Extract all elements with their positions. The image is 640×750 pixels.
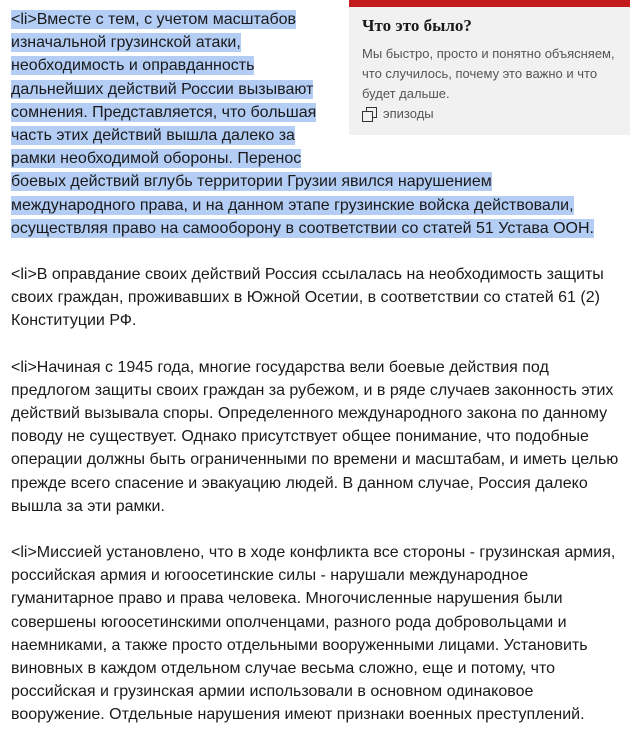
- card-title[interactable]: Что это было?: [362, 16, 472, 35]
- paragraph-text: Начиная с 1945 года, многие государства вели боевые действия под предлогом защиты своих граждан за рубежом, и в ряде случаев законность этих действий вызывала споры. Определенного международного закона по данному поводу не существует. Однако присутствует общее понимание, что подобные операции должны быть ограниченными по времени и масштабам, и иметь целью прежде всего спасение и эвакуацию людей. В данном случае, Россия далеко вышла за эти рамки.: [11, 358, 619, 515]
- explainer-card[interactable]: [349, 0, 630, 135]
- article-paragraph: [11, 263, 631, 333]
- paragraph-text: В оправдание своих действий Россия ссылалась на необходимость защиты своих граждан, проживавших в Южной Осетии, в соответствии со статей 61 (2) Конституции РФ.: [11, 266, 604, 330]
- episodes-icon: [362, 107, 377, 121]
- paragraph-text: Миссией установлено, что в ходе конфликта все стороны - грузинская армия, российская армия и югоосетинские силы - нарушали международное гуманитарное право и права человека. Многочисленные нарушения были совершены югоосетинскими ополченцами, разного рода добровольцами и наемниками, а также просто отдельными вооруженными лицами. Установить виновных в каждом отдельном случае весьма сложно, еще и потому, что российская и грузинская армии использовали в основном одинаковое вооружение. Отдельные нарушения имеют признаки военных преступлений.: [11, 544, 616, 724]
- li-tag: <li>: [11, 11, 37, 28]
- card-accent-bar: [349, 0, 630, 7]
- li-tag: <li>: [11, 266, 37, 284]
- episodes-label: эпизоды: [383, 106, 434, 121]
- article-paragraph: [11, 541, 631, 727]
- li-tag: <li>: [11, 358, 37, 376]
- card-description: Мы быстро, просто и понятно объясняем, что случилось, почему это важно и что будет дальше.: [362, 46, 615, 101]
- text-selection[interactable]: <li>Вместе с тем, с учетом масштабов изначальной грузинской атаки, необходимость и оправданность дальнейших действий России вызывают сомнения. Представляется, что большая часть этих действий вышла далеко за рамки необходимой обороны. Перенос боевых действий вглубь территории Грузии явился нарушением международного права, и на данном этапе грузинские войска действовали, осуществляя право на самооборону в соответствии со статей 51 Устава ООН.: [11, 11, 594, 237]
- episodes-link[interactable]: [362, 106, 434, 121]
- article-paragraph: [11, 356, 631, 518]
- li-tag: <li>: [11, 544, 37, 562]
